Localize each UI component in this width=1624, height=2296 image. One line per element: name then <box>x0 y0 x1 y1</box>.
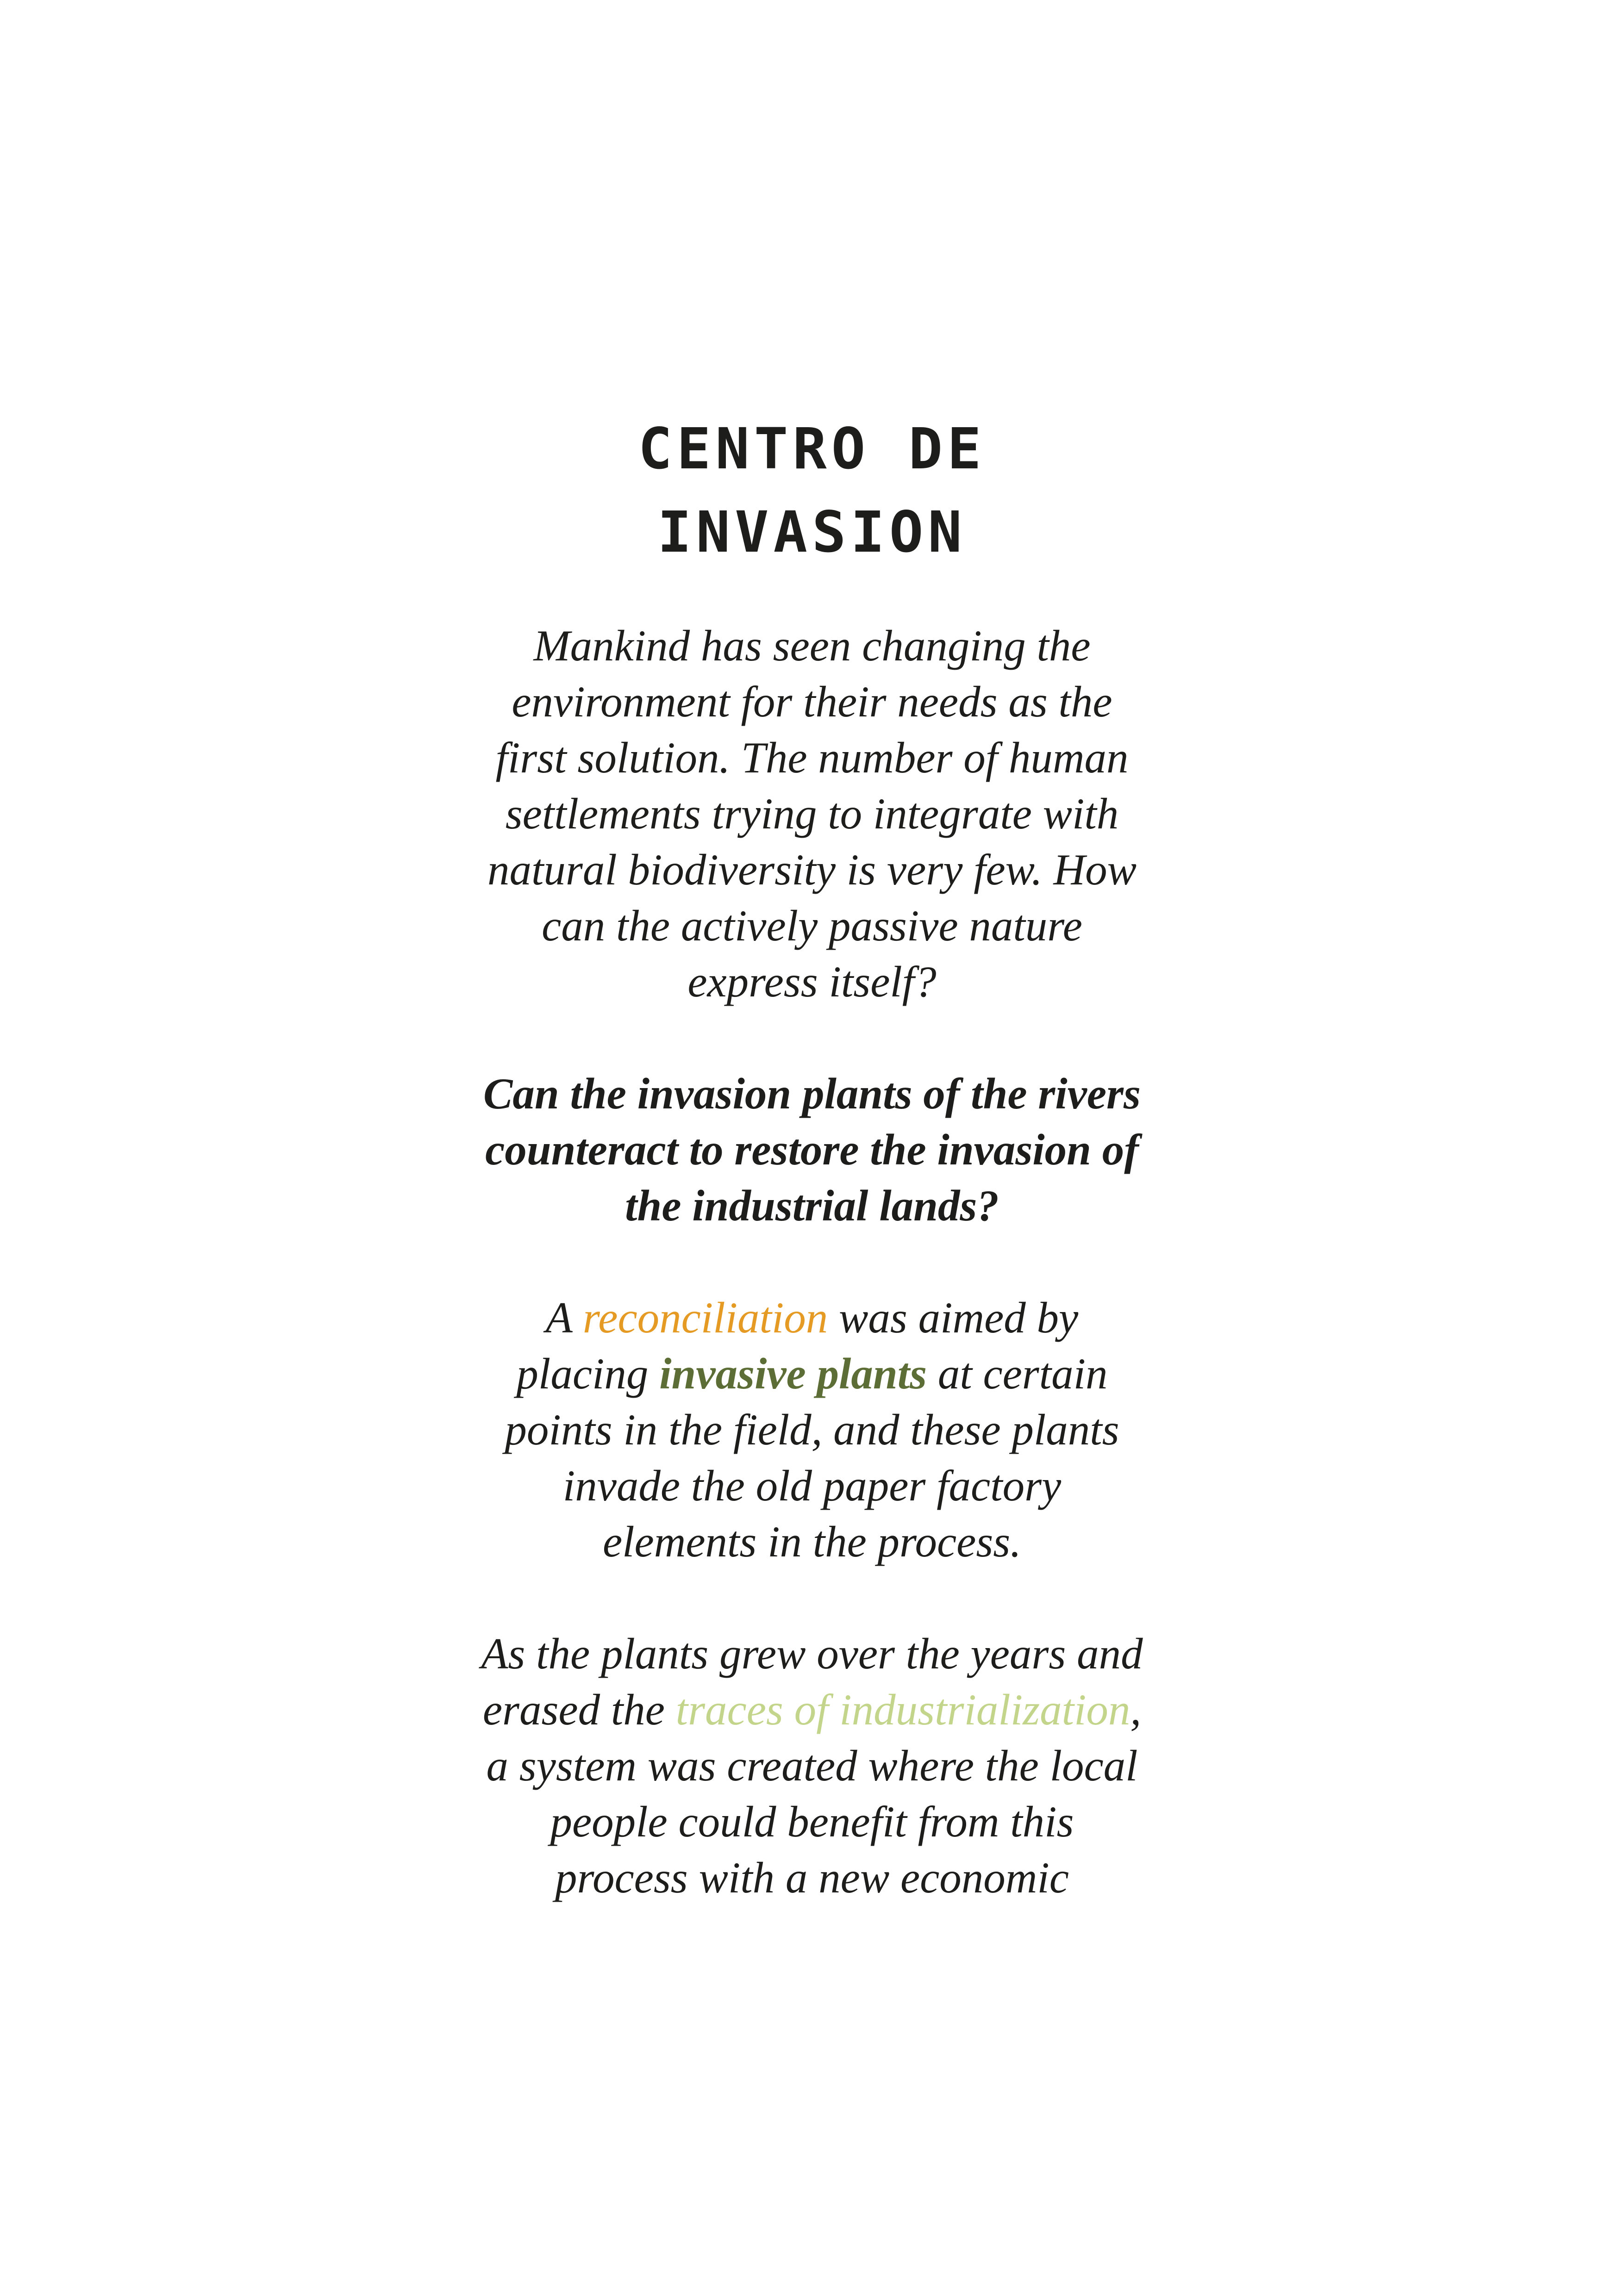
title-line-1: CENTRO DE <box>638 416 986 482</box>
reconciliation-line <box>394 1346 1230 1402</box>
intro-line: environment for their needs as the <box>512 677 1112 726</box>
reconciliation-line: elements in the process. <box>602 1517 1022 1566</box>
title-line-2: INVASION <box>657 499 967 565</box>
intro-paragraph <box>394 618 1230 1010</box>
growth-line: As the plants grew over the years and <box>481 1629 1143 1678</box>
intro-line: Mankind has seen changing the <box>533 621 1091 670</box>
reconciliation-paragraph <box>394 1290 1230 1570</box>
intro-line: first solution. The number of human <box>495 733 1129 782</box>
question-paragraph <box>394 1066 1230 1234</box>
growth-line: process with a new economic <box>555 1853 1069 1902</box>
intro-line: settlements trying to integrate with <box>505 789 1119 838</box>
page-title <box>394 407 1230 574</box>
reconciliation-highlight: reconciliation <box>582 1293 828 1342</box>
intro-line: can the actively passive nature <box>542 901 1082 950</box>
text-fragment: at certain <box>927 1349 1108 1398</box>
question-line: Can the invasion plants of the rivers <box>483 1069 1141 1118</box>
growth-paragraph <box>394 1626 1230 1906</box>
text-fragment: , <box>1130 1685 1142 1734</box>
question-line: counteract to restore the invasion of <box>485 1125 1139 1174</box>
reconciliation-line: invade the old paper factory <box>562 1461 1062 1510</box>
reconciliation-line: points in the field, and these plants <box>505 1405 1119 1454</box>
growth-line: a system was created where the local <box>486 1741 1138 1790</box>
traces-highlight: traces of industrialization <box>675 1685 1131 1734</box>
invasive-plants-highlight: invasive plants <box>659 1349 927 1398</box>
text-fragment: A <box>545 1293 583 1342</box>
question-line: the industrial lands? <box>625 1181 999 1230</box>
text-fragment: erased the <box>482 1685 676 1734</box>
text-fragment: placing <box>516 1349 660 1398</box>
growth-line <box>394 1682 1230 1738</box>
intro-line: natural biodiversity is very few. How <box>487 845 1137 894</box>
intro-line: express itself? <box>687 957 937 1006</box>
text-fragment: was aimed by <box>828 1293 1079 1342</box>
growth-line: people could benefit from this <box>550 1797 1074 1846</box>
reconciliation-line <box>394 1290 1230 1346</box>
text-column <box>394 407 1230 1962</box>
